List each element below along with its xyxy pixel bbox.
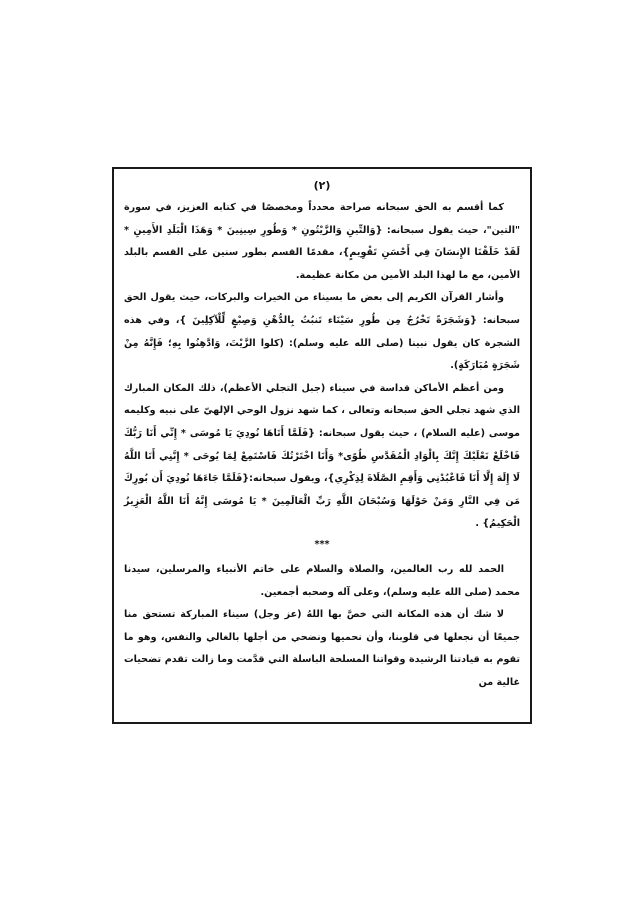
page-number: (٢) xyxy=(313,179,331,192)
paragraph-mount-of-manifestation: ومن أعظم الأماكن قداسة في سيناء (جبل التجلي الأعظم)، ذلك المكان المبارك الذي شهد تجلي الحق سبحانه وتعالى ، كما شهد نزول الوحي الإلهيّ على نبيه وكليمه موسى (عليه السلام) ، حيث يقول سبحانه: {فَلَمَّا أَتَاهَا نُودِيَ يَا مُوسَى * إِنِّي أَنَا رَبُّكَ فَاخْلَعْ نَعْلَيْكَ إِنَّكَ بِالْوَادِ الْمُقَدَّسِ طُوًى* وَأَنَا اخْتَرْتُكَ فَاسْتَمِعْ لِمَا يُوحَى * إِنَّنِي أَنَا اللَّهُ لَا إِلَهَ إِلَّا أَنَا فَاعْبُدْنِي وَأَقِمِ الصَّلَاةَ لِذِكْرِي}، ويقول سبحانه:{فَلَمَّا جَاءَهَا نُودِيَ أَن بُورِكَ مَن فِي النَّارِ وَمَنْ حَوْلَهَا وَسُبْحَانَ اللَّهِ رَبِّ الْعَالَمِينَ * يَا مُوسَى إِنَّهُ أَنَا اللَّهُ الْعَزِيزُ الْحَكِيمُ} . xyxy=(124,382,520,530)
page-border xyxy=(112,167,532,724)
section-divider: *** xyxy=(314,538,330,550)
body-text xyxy=(124,197,520,694)
paragraph-blessings-of-sinai: وأشار القرآن الكريم إلى بعض ما بسيناء من الخيرات والبركات، حيث يقول الحق سبحانه: {وَشَجَرَةً تَخْرُجُ مِن طُورِ سَيْنَاء تَنبُتُ بِالدُّهْنِ وَصِبْغٍ لِّلْآكِلِينَ }، وفي هذه الشجرة كان يقول نبينا (صلى الله عليه وسلم): (كلوا الزَّيْتَ، وَادَّهِنُوا بِهِ؛ فَإِنَّهُ مِنْ شَجَرَةٍ مُبَارَكَةٍ). xyxy=(124,292,520,372)
paragraph-praise: الحمد لله رب العالمين، والصلاة والسلام على خاتم الأنبياء والمرسلين، سيدنا محمد (صلى الله عليه وسلم)، وعلى آله وصحبه أجمعين. xyxy=(124,563,520,598)
paragraph-duty-to-protect: لا شك أن هذه المكانة التي خصَّ بها اللهُ (عز وجل) سيناء المباركة تستحق منا جميعًا أن نجعلها في قلوبنا، وأن نحميها ونضحي من أجلها بالغالي والنفس، وهو ما تقوم به قيادتنا الرشيدة وقواتنا المسلحة الباسلة التي قدَّمت وما زالت تقدم تضحيات غالية من xyxy=(124,609,520,688)
paragraph-oath-at-tin: كما أقسم به الحق سبحانه صراحة محدداً ومخصصًا في كتابه العزيز، في سورة "التين"، حيث يقول سبحانه: {وَالتِّينِ وَالزَّيْتُونِ * وَطُورِ سِينِينَ * وَهَذَا الْبَلَدِ الأَمِينِ * لَقَدْ خَلَقْنَا الإِنسَانَ فِي أَحْسَنِ تَقْوِيمٍ}، مقدمًا القسم بطور سنين على القسم بالبلد الأمين، مع ما لهذا البلد الأمين من مكانة عظيمة. xyxy=(124,202,520,281)
